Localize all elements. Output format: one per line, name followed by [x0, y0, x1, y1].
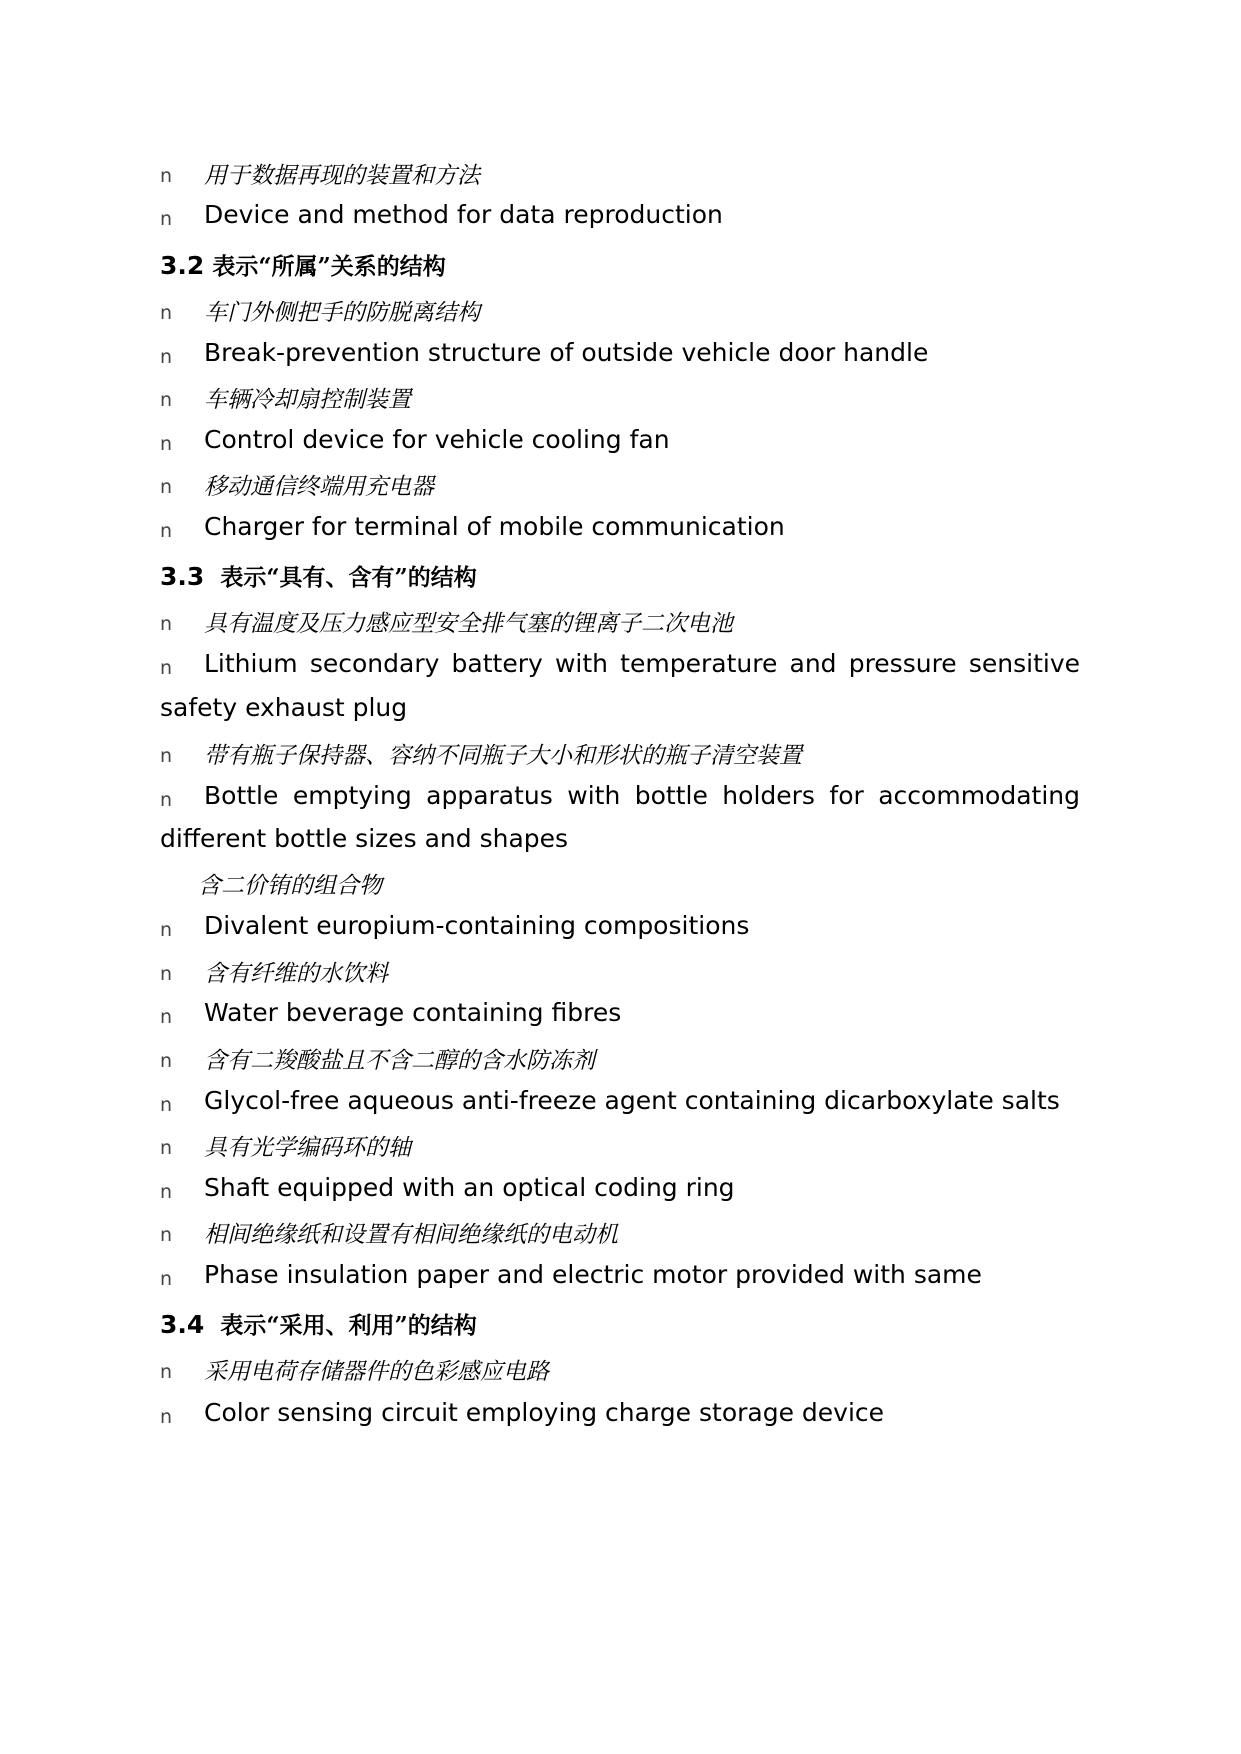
bullet-icon: n [160, 1361, 173, 1383]
section-number: 3.4 [160, 1310, 205, 1339]
chinese-title: 移动通信终端用充电器 [204, 474, 434, 500]
english-title: Device and method for data reproduction [204, 200, 723, 229]
bullet-icon: n [160, 1268, 173, 1290]
chinese-title: 相间绝缘纸和设置有相间绝缘纸的电动机 [204, 1222, 618, 1248]
bullet-icon: n [160, 346, 173, 368]
bullet-icon: n [160, 613, 173, 635]
bullet-icon: n [160, 1224, 173, 1246]
english-title: Divalent europium-containing compositions [204, 911, 750, 940]
bullet-icon: n [160, 1406, 173, 1428]
chinese-title: 具有温度及压力感应型安全排气塞的锂离子二次电池 [204, 611, 733, 637]
section-number: 3.2 [160, 251, 205, 280]
english-title: Glycol-free aqueous anti-freeze agent containing dicarboxylate salts [204, 1086, 1060, 1115]
chinese-title: 车辆冷却扇控制装置 [204, 387, 411, 413]
section-title: 表示“具有、含有”的结构 [220, 564, 477, 591]
bullet-icon: n [160, 919, 173, 941]
bullet-icon: n [160, 789, 173, 811]
english-title: Phase insulation paper and electric motor provided with same [204, 1260, 982, 1289]
chinese-title: 带有瓶子保持器、容纳不同瓶子大小和形状的瓶子清空装置 [204, 743, 802, 769]
chinese-title: 车门外侧把手的防脱离结构 [204, 300, 480, 326]
bullet-icon: n [160, 520, 173, 542]
bullet-icon: n [160, 657, 173, 679]
bullet-icon: n [160, 302, 173, 324]
english-title: Bottle emptying apparatus with bottle holders for accommodating [204, 781, 1080, 810]
bullet-icon: n [160, 1006, 173, 1028]
chinese-title: 含有纤维的水饮料 [204, 961, 388, 987]
section-title: 表示“所属”关系的结构 [212, 253, 446, 280]
section-heading [160, 1307, 477, 1340]
english-title-continued: safety exhaust plug [160, 693, 408, 722]
bullet-icon: n [160, 389, 173, 411]
chinese-title: 用于数据再现的装置和方法 [204, 163, 480, 189]
english-title: Shaft equipped with an optical coding ring [204, 1173, 735, 1202]
chinese-title: 含二价铕的组合物 [198, 873, 382, 899]
bullet-icon: n [160, 1050, 173, 1072]
english-title: Control device for vehicle cooling fan [204, 425, 670, 454]
bullet-icon: n [160, 165, 173, 187]
english-title: Charger for terminal of mobile communication [204, 512, 785, 541]
bullet-icon: n [160, 1094, 173, 1116]
chinese-title: 具有光学编码环的轴 [204, 1135, 411, 1161]
bullet-icon: n [160, 745, 173, 767]
section-heading [160, 559, 477, 592]
section-heading [160, 248, 446, 281]
bullet-icon: n [160, 476, 173, 498]
bullet-icon: n [160, 208, 173, 230]
chinese-title: 含有二羧酸盐且不含二醇的含水防冻剂 [204, 1048, 595, 1074]
section-number: 3.3 [160, 562, 205, 591]
section-title: 表示“采用、利用”的结构 [220, 1312, 477, 1339]
bullet-icon: n [160, 1137, 173, 1159]
english-title: Lithium secondary battery with temperature and pressure sensitive [204, 649, 1080, 678]
bullet-icon: n [160, 963, 173, 985]
english-title: Color sensing circuit employing charge storage device [204, 1398, 885, 1427]
english-title-continued: different bottle sizes and shapes [160, 824, 569, 853]
english-title: Water beverage containing fibres [204, 998, 622, 1027]
chinese-title: 采用电荷存储器件的色彩感应电路 [204, 1359, 549, 1385]
english-title: Break-prevention structure of outside vehicle door handle [204, 338, 929, 367]
bullet-icon: n [160, 1181, 173, 1203]
bullet-icon: n [160, 433, 173, 455]
